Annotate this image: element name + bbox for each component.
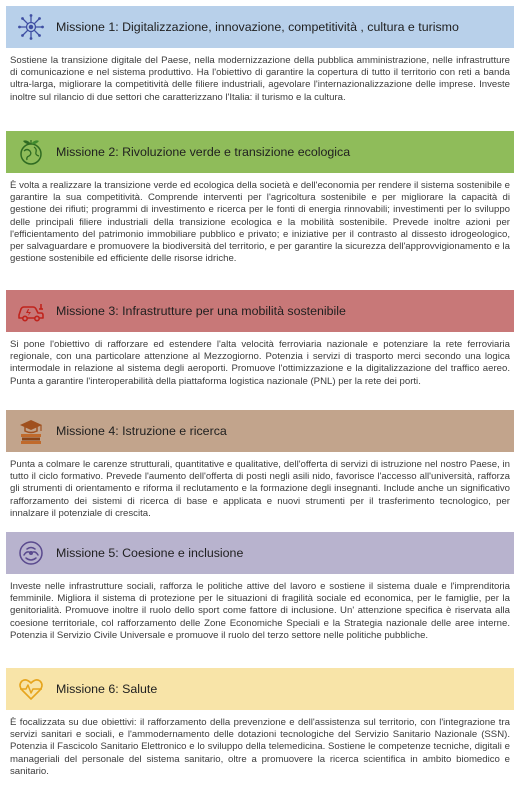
mission-6-description: È focalizzata su due obiettivi: il rafforzamento della prevenzione e dell'assistenza sul territorio, con l'integrazione tra servizi sanitari e sociali, e l'ammodernamento delle dotazioni tecnologiche del Servizio Sanitario Nazionale (SSN). Potenzia il Fascicolo Sanitario Elettronico e lo sviluppo della telemedicina. Sostiene le competenze tecniche, digitali e manageriali del personale del sistema sanitario, oltre a promuovere la ricerca scientifica in ambito biomedico e sanitario.	[10, 717, 510, 777]
mission-1-description: Sostiene la transizione digitale del Paese, nella modernizzazione della pubblica amministrazione, nelle infrastrutture di comunicazione e nel sistema produttivo. Ha l'obiettivo di garantire la copertura di tutto il territorio con reti a banda ultra-larga, migliorare la competitività delle filiere industriali, agevolare l'internazionalizzazione delle imprese. Investe inoltre sul rilancio di due settori che caratterizzano l'Italia: il turismo e la cultura.	[10, 55, 510, 103]
mission-3-header	[6, 290, 514, 332]
mission-1-header	[6, 6, 514, 48]
mission-6	[6, 668, 514, 778]
mission-4-title: Missione 4: Istruzione e ricerca	[56, 424, 227, 438]
mission-3-description: Si pone l'obiettivo di rafforzare ed estendere l'alta velocità ferroviaria nazionale e potenziare la rete ferroviaria regionale, con una particolare attenzione al Mezzogiorno. Potenzia i servizi di trasporto merci secondo una logica intermodale in relazione al sistema degli aeroporti. Promuove l'ottimizzazione e la digitalizzazione del traffico aereo. Punta a garantire l'interoperabilità della piattaforma logistica nazionale (PNL) per la rete dei porti.	[10, 339, 510, 387]
mission-2-header	[6, 131, 514, 173]
electric-car-icon	[16, 296, 46, 326]
mission-6-header	[6, 668, 514, 710]
green-planet-icon	[16, 137, 46, 167]
mission-3	[6, 290, 514, 388]
mission-5-description: Investe nelle infrastrutture sociali, rafforza le politiche attive del lavoro e sostiene il sistema duale e l'imprenditoria femminile. Migliora il sistema di protezione per le situazioni di fragilità sociale ed economica, per le famiglie, per la genitorialità. Promuove inoltre il ruolo dello sport come fattore di inclusione. Un' attenzione specifica è riservata alla coesione territoriale, col rafforzamento delle Zone Economiche Speciali e la Strategia nazionale delle aree interne. Potenzia il Servizio Civile Universale e promuove il ruolo del terzo settore nelle politiche pubbliche.	[10, 581, 510, 641]
mission-5-title: Missione 5: Coesione e inclusione	[56, 546, 244, 560]
mission-5	[6, 532, 514, 642]
digital-network-icon	[16, 12, 46, 42]
mission-2-title: Missione 2: Rivoluzione verde e transizione ecologica	[56, 145, 351, 159]
mission-4-description: Punta a colmare le carenze strutturali, quantitative e qualitative, dell'offerta di servizi di istruzione nel nostro Paese, in tutto il ciclo formativo. Prevede l'aumento dell'offerta di posti negli asili nido, favorisce l'accesso all'università, rafforza gli strumenti di orientamento e riforma il reclutamento e la formazione degli insegnanti. Include anche un significativo rafforzamento dei sistemi di ricerca di base e applicata e nuovi strumenti per il trasferimento tecnologico, per innalzare il potenziale di crescita.	[10, 459, 510, 519]
mission-4	[6, 410, 514, 520]
graduation-books-icon	[16, 416, 46, 446]
mission-2-description: È volta a realizzare la transizione verde ed ecologica della società e dell'economia per rendere il sistema sostenibile e garantire la sua competitività. Comprende interventi per l'agricoltura sostenibile e per migliorare la capacità di gestione dei rifiuti; programmi di investimento e ricerca per le fonti di energia rinnovabili; investimenti per lo sviluppo delle principali filiere industriali della transizione ecologica e la mobilità sostenibile. Prevede inoltre azioni per l'efficientamento del patrimonio immobiliare pubblico e privato; e iniziative per il contrasto al dissesto idrogeologico, per salvaguardare e promuovere la biodiversità del territorio, e per garantire la sicurezza dell'approvvigionamento e la gestione sostenibile ed efficiente delle risorse idriche.	[10, 180, 510, 265]
mission-1-title: Missione 1: Digitalizzazione, innovazione, competitività , cultura e turismo	[56, 20, 459, 34]
mission-6-title: Missione 6: Salute	[56, 682, 158, 696]
mission-2	[6, 131, 514, 265]
mission-1	[6, 6, 514, 104]
joined-hands-icon	[16, 538, 46, 568]
mission-4-header	[6, 410, 514, 452]
mission-3-title: Missione 3: Infrastrutture per una mobilità sostenibile	[56, 304, 346, 318]
heartbeat-icon	[16, 674, 46, 704]
mission-5-header	[6, 532, 514, 574]
